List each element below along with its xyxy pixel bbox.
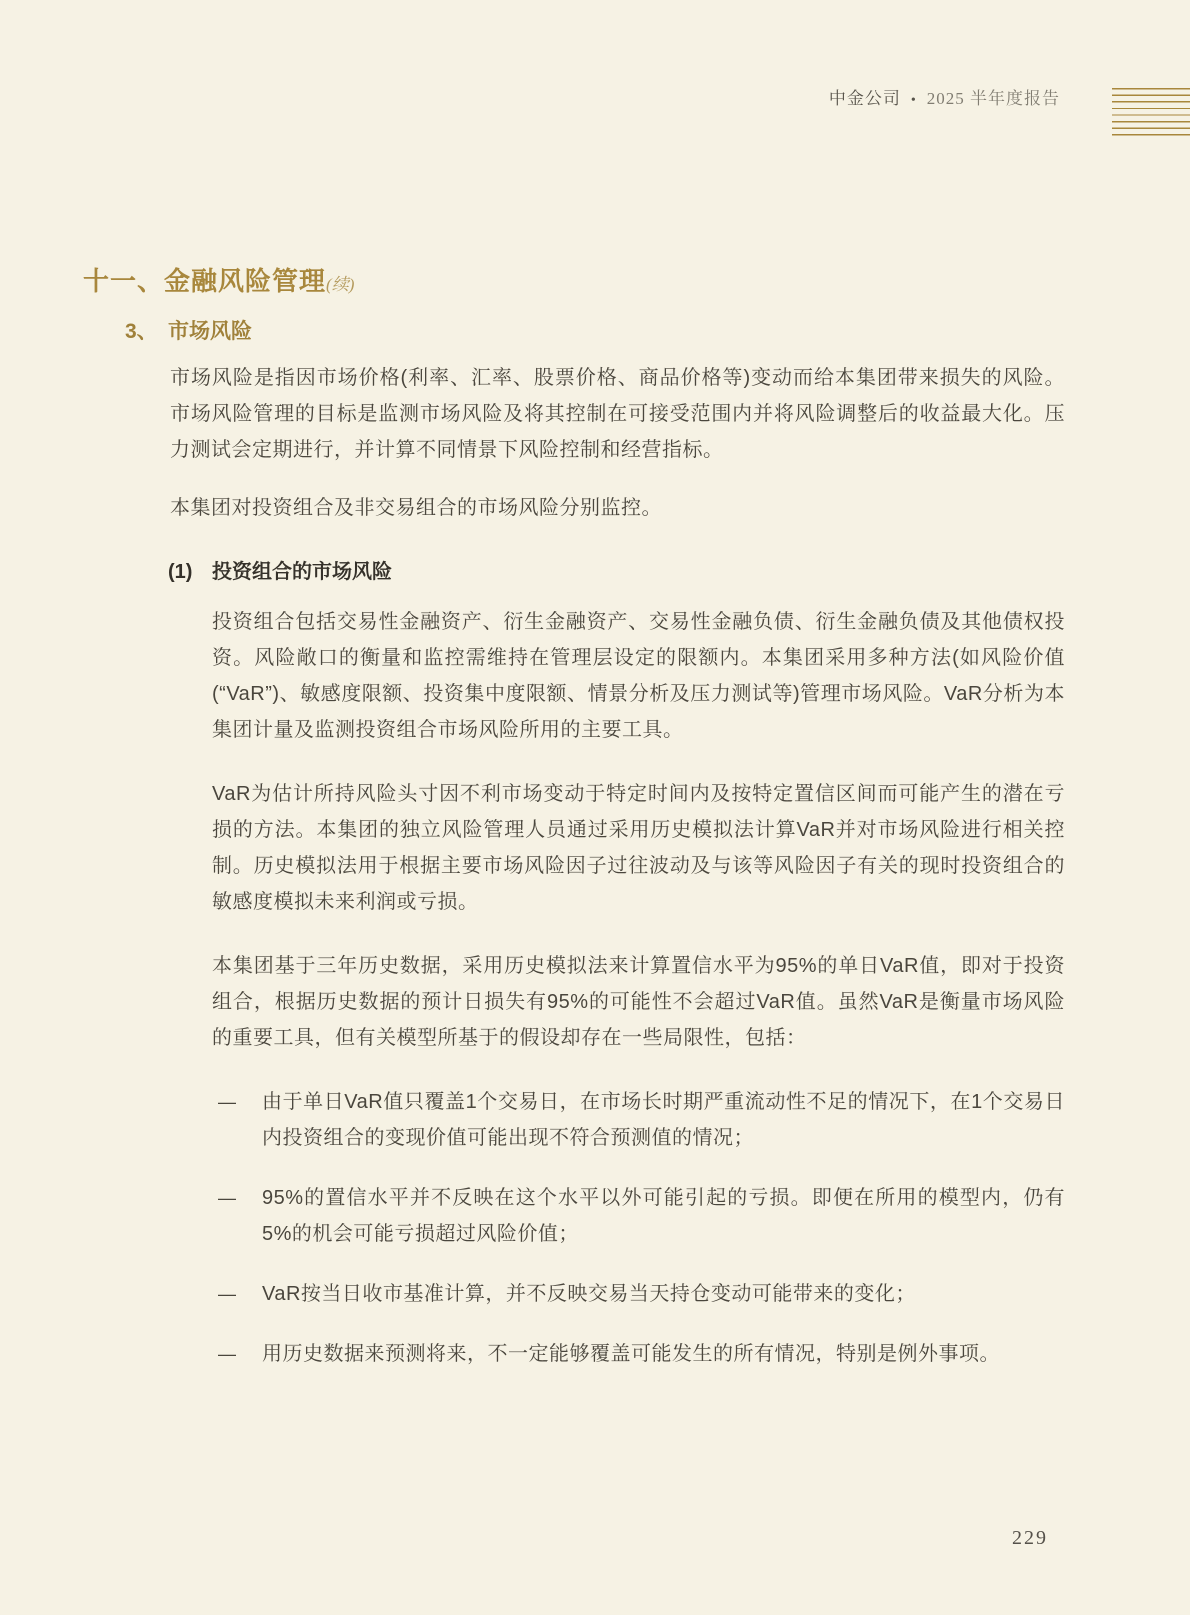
header-report-title: 2025 半年度报告 (926, 89, 1060, 108)
intro-paragraph-1: 市场风险是指因市场价格(利率、汇率、股票价格、商品价格等)变动而给本集团带来损失的风险。市场风险管理的目标是监测市场风险及将其控制在可接受范围内并将风险调整后的收益最大化。压力测试会定期进行，并计算不同情景下风险控制和经营指标。 (170, 367, 1065, 461)
intro-block (170, 360, 1065, 526)
list-item-text: VaR按当日收市基准计算，并不反映交易当天持仓变动可能带来的变化； (262, 1283, 916, 1305)
header-company-name: 中金公司 (828, 89, 901, 108)
sub1-paragraph-3: 本集团基于三年历史数据，采用历史模拟法来计算置信水平为95%的单日VaR值，即对于投资组合，根据历史数据的预计日损失有95%的可能性不会超过VaR值。虽然VaR是衡量市场风险的重要工具，但有关模型所基于的假设却存在一些局限性，包括： (212, 955, 1065, 1049)
header-separator-dot: • (910, 93, 917, 108)
limitations-list (218, 1084, 1065, 1372)
dash-marker: — (218, 1344, 236, 1364)
sub1-paragraph-1: 投资组合包括交易性金融资产、衍生金融资产、交易性金融负债、衍生金融负债及其他债权投资。风险敞口的衡量和监控需维持在管理层设定的限额内。本集团采用多种方法(如风险价值(“VaR”)、敏感度限额、投资集中度限额、情景分析及压力测试等)管理市场风险。VaR分析为本集团计量及监测投资组合市场风险所用的主要工具。 (212, 611, 1065, 741)
section-title (83, 264, 1190, 302)
sub1-number: (1) (168, 561, 193, 583)
subsection-title-text: 市场风险 (168, 320, 252, 343)
sub1-title-text: 投资组合的市场风险 (212, 561, 392, 583)
section-continued-label: (续) (326, 275, 355, 294)
list-item (218, 1180, 1065, 1252)
list-item-text: 用历史数据来预测将来，不一定能够覆盖可能发生的所有情况，特别是例外事项。 (262, 1343, 1000, 1365)
running-header (829, 84, 1060, 109)
sub1-body (212, 604, 1065, 1056)
list-item-text: 由于单日VaR值只覆盖1个交易日，在市场长时期严重流动性不足的情况下，在1个交易日内投资组合的变现价值可能出现不符合预测值的情况； (262, 1091, 1065, 1149)
subsection-heading (125, 317, 1190, 347)
page-content (0, 264, 1190, 1396)
corner-lines-decoration (1112, 88, 1190, 137)
intro-paragraph-2: 本集团对投资组合及非交易组合的市场风险分别监控。 (170, 497, 662, 519)
list-item (218, 1084, 1065, 1156)
sub1-paragraph-2: VaR为估计所持风险头寸因不利市场变动于特定时间内及按特定置信区间而可能产生的潜在亏损的方法。本集团的独立风险管理人员通过采用历史模拟法计算VaR并对市场风险进行相关控制。历史模拟法用于根据主要市场风险因子过往波动及与该等风险因子有关的现时投资组合的敏感度模拟未来利润或亏损。 (212, 783, 1065, 913)
sub1-heading (168, 554, 1190, 590)
page-number: 229 (1012, 1527, 1048, 1549)
list-item-text: 95%的置信水平并不反映在这个水平以外可能引起的亏损。即便在所用的模型内，仍有5%的机会可能亏损超过风险价值； (262, 1187, 1065, 1245)
list-item (218, 1336, 1065, 1372)
dash-marker: — (218, 1092, 236, 1112)
list-item (218, 1276, 1065, 1312)
dash-marker: — (218, 1188, 236, 1208)
subsection-number: 3、 (125, 320, 158, 343)
section-number: 十一、 (83, 266, 165, 296)
section-title-text: 金融风险管理 (164, 266, 327, 296)
dash-marker: — (218, 1284, 236, 1304)
